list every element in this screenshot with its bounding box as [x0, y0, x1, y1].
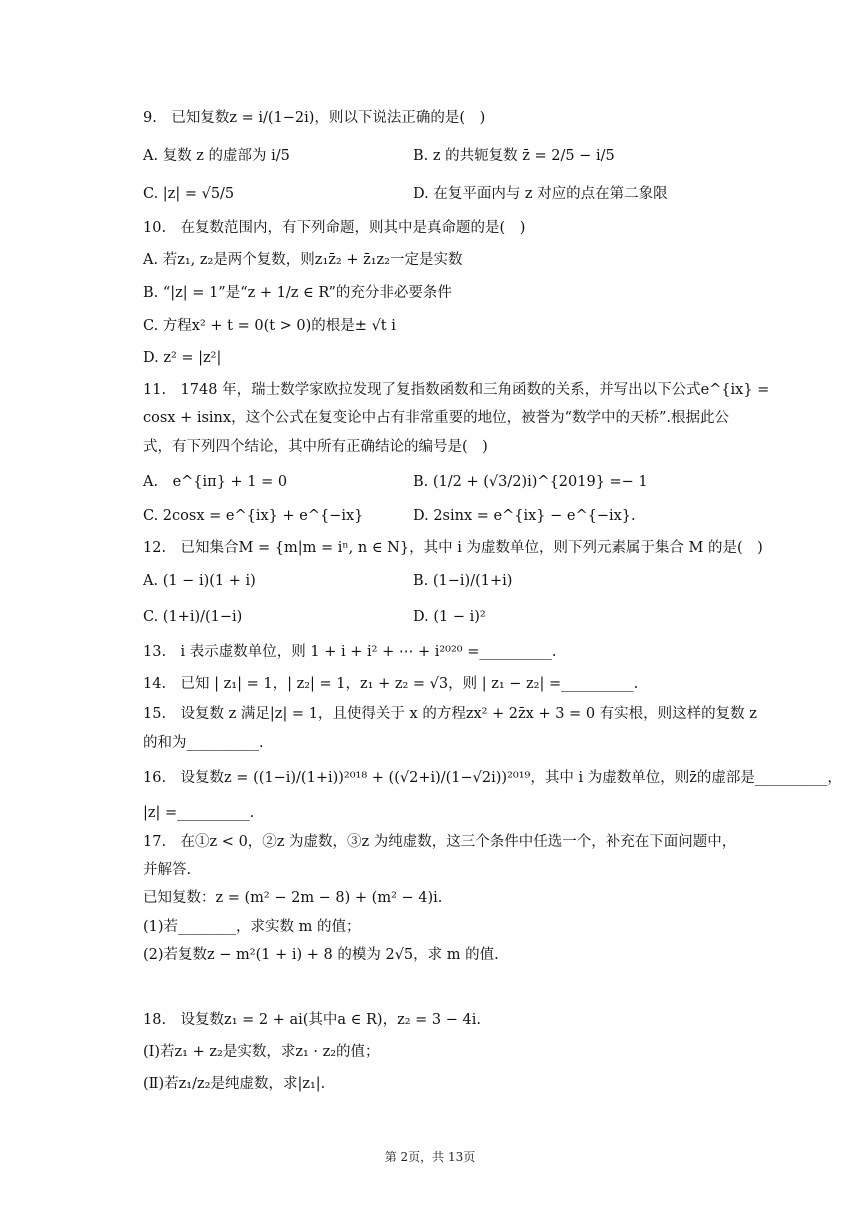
q12-option-d: D. (1 − i)² [413, 609, 486, 625]
q15-line1: 15. 设复数 z 满足|z| = 1，且使得关于 x 的方程zx² + 2z̄x + 3 = 0 有实根，则这样的复数 z [143, 706, 757, 722]
q9-stem: 9. 已知复数z = i/(1−2i)，则以下说法正确的是( ) [143, 110, 486, 126]
q11-stem-line2: cosx + isinx，这个公式在复变论中占有非常重要的地位，被誉为“数学中的天桥”.根据此公 [143, 410, 730, 426]
q18-line3: (Ⅱ)若z₁/z₂是纯虚数，求|z₁|. [143, 1076, 326, 1092]
page-footer: 第 2页，共 13页 [384, 1150, 476, 1164]
q11-option-a: A. e^{iπ} + 1 = 0 [143, 474, 288, 490]
q13-text: 13. i 表示虚数单位，则 1 + i + i² + ⋯ + i²⁰²⁰ =__________. [143, 644, 557, 660]
q18-line1: 18. 设复数z₁ = 2 + ai(其中a ∈ R)，z₂ = 3 − 4i. [143, 1012, 481, 1028]
q12-option-a: A. (1 − i)(1 + i) [143, 573, 256, 589]
q11-option-c: C. 2cosx = e^{ix} + e^{−ix} [143, 508, 364, 524]
q12-option-b: B. (1−i)/(1+i) [413, 573, 513, 589]
q17-line1: 17. 在①z < 0，②z 为虚数，③z 为纯虚数，这三个条件中任选一个，补充在下面问题中， [143, 834, 737, 850]
q11-option-d: D. 2sinx = e^{ix} − e^{−ix}. [413, 508, 636, 524]
q10-option-b: B. “|z| = 1”是“z + 1/z ∈ R”的充分非必要条件 [143, 285, 452, 301]
q12-stem: 12. 已知集合M = {m|m = iⁿ, n ∈ N}，其中 i 为虚数单位，则下列元素属于集合 M 的是( ) [143, 540, 763, 556]
q10-option-d: D. z² = |z²| [143, 350, 222, 366]
q11-option-b: B. (1/2 + (√3/2)i)^{2019} =− 1 [413, 474, 648, 490]
q9-option-b: B. z 的共轭复数 z̄ = 2/5 − i/5 [413, 148, 615, 164]
q18-line2: (Ⅰ)若z₁ + z₂是实数，求z₁ · z₂的值； [143, 1044, 380, 1060]
q10-option-c: C. 方程x² + t = 0(t > 0)的根是± √t i [143, 318, 396, 334]
q12-option-c: C. (1+i)/(1−i) [143, 609, 243, 625]
q10-option-a: A. 若z₁, z₂是两个复数，则z₁z̄₂ + z̄₁z₂一定是实数 [143, 252, 463, 268]
q17-line3: 已知复数：z = (m² − 2m − 8) + (m² − 4)i. [143, 890, 443, 906]
q9-option-a: A. 复数 z 的虚部为 i/5 [143, 148, 290, 164]
q14-text: 14. 已知 | z₁| = 1，| z₂| = 1，z₁ + z₂ = √3，则 | z₁ − z₂| =__________. [143, 676, 639, 692]
q16-line1: 16. 设复数z = ((1−i)/(1+i))²⁰¹⁸ + ((√2+i)/(1−√2i))²⁰¹⁹，其中 i 为虚数单位，则z̄的虚部是__________， [143, 770, 842, 786]
q15-line2: 的和为__________. [143, 735, 264, 751]
q9-option-d: D. 在复平面内与 z 对应的点在第二象限 [413, 186, 668, 202]
q11-stem-line3: 式，有下列四个结论，其中所有正确结论的编号是( ) [143, 439, 488, 455]
q17-line4: (1)若________，求实数 m 的值； [143, 919, 361, 935]
q16-line2: |z| =__________. [143, 805, 255, 821]
q17-line2: 并解答. [143, 862, 192, 878]
q10-stem: 10. 在复数范围内，有下列命题，则其中是真命题的是( ) [143, 220, 526, 236]
q11-stem-line1: 11. 1748 年，瑞士数学家欧拉发现了复指数函数和三角函数的关系，并写出以下公式e^{ix} = [143, 382, 770, 398]
q9-option-c: C. |z| = √5/5 [143, 186, 235, 202]
q17-line5: (2)若复数z − m²(1 + i) + 8 的模为 2√5，求 m 的值. [143, 947, 499, 963]
